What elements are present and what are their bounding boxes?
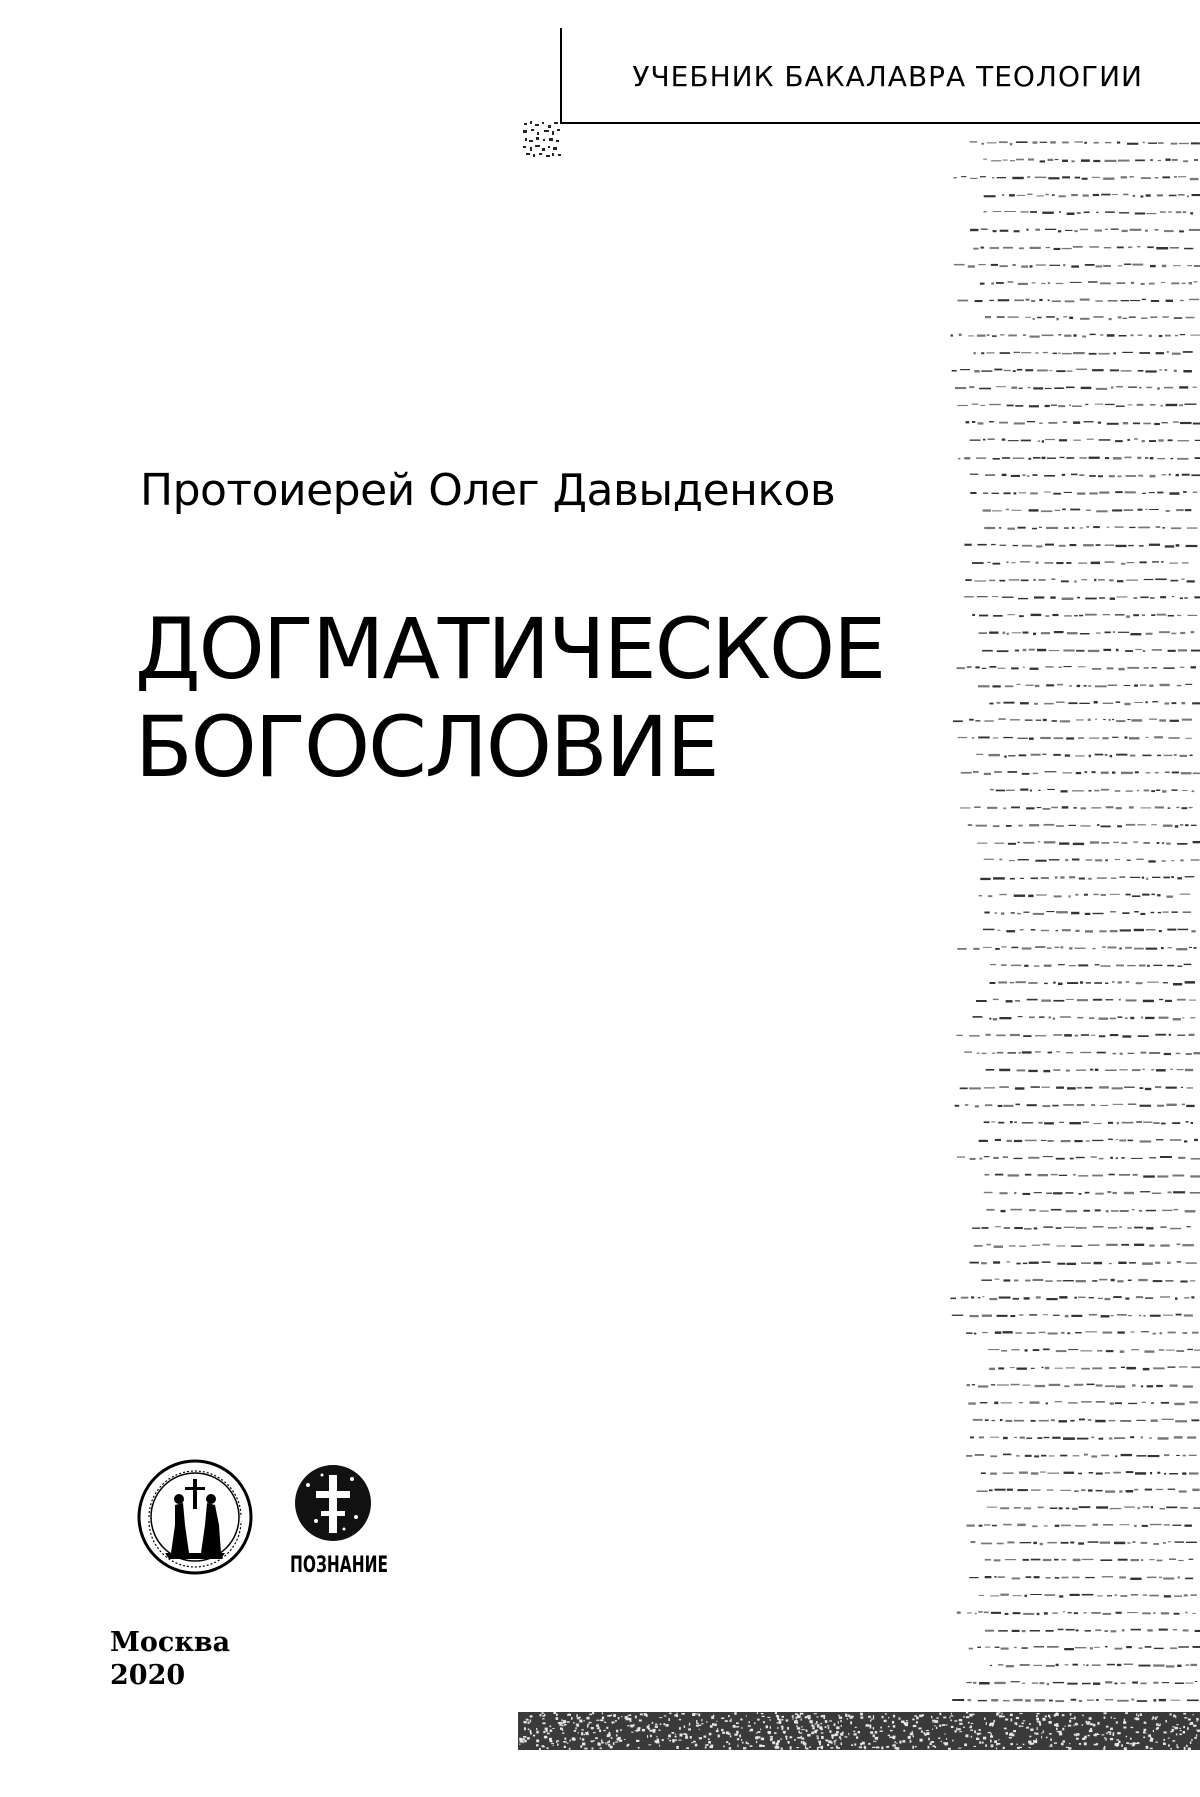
faint-text-column <box>930 135 1200 1715</box>
series-title: УЧЕБНИК БАКАЛАВРА ТЕОЛОГИИ <box>632 60 1143 93</box>
seal-emblem-icon <box>135 1455 255 1585</box>
imprint-city: Москва <box>110 1627 231 1658</box>
scan-noise-block <box>522 120 562 160</box>
author-name: Протоиерей Олег Давыденков <box>140 465 836 516</box>
header-rule-horizontal <box>560 122 1200 124</box>
publisher-name: ПОЗНАНИЕ <box>290 1553 389 1578</box>
book-title <box>135 600 884 796</box>
imprint-year: 2020 <box>110 1660 186 1691</box>
book-title-line-2: БОГОСЛОВИЕ <box>135 698 718 796</box>
book-title-line-1: ДОГМАТИЧЕСКОЕ <box>135 600 885 698</box>
scan-noise-bar <box>518 1712 1200 1750</box>
